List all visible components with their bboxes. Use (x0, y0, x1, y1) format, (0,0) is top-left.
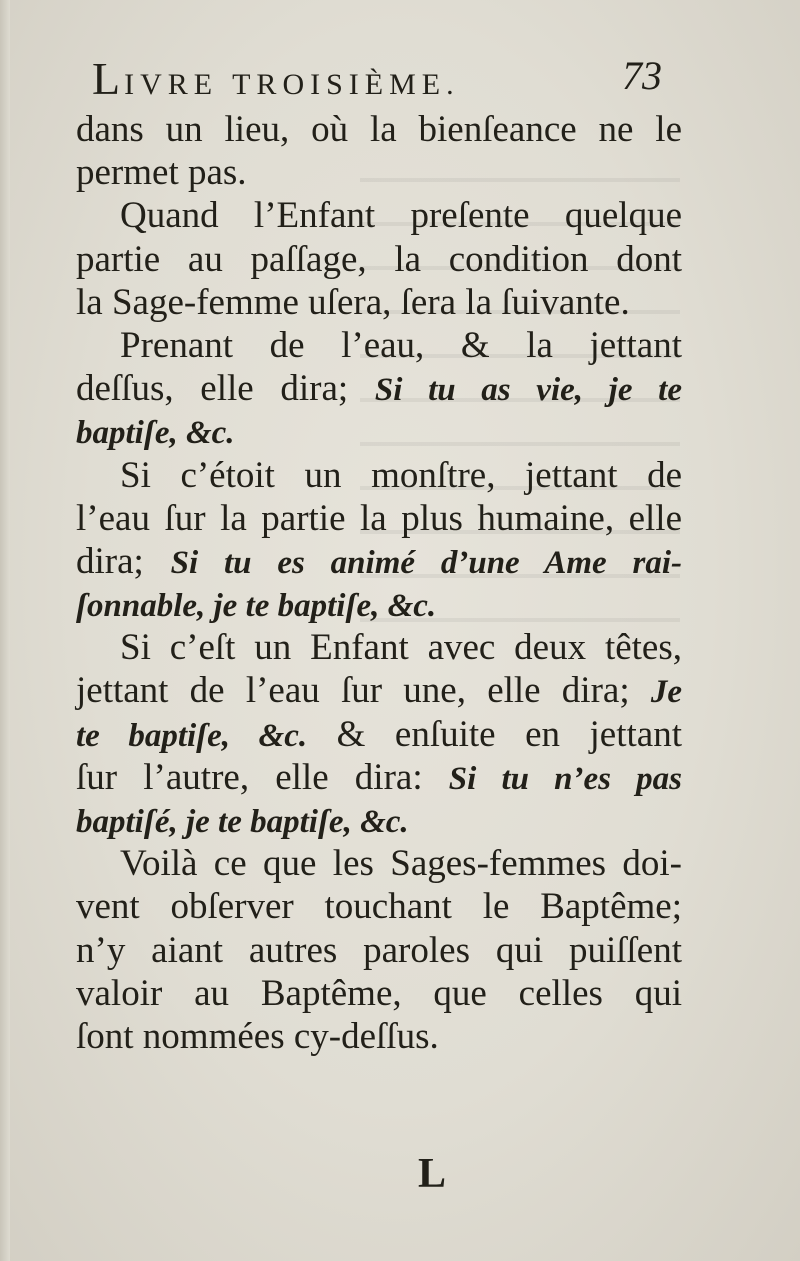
roman-text: vent obſerver touchant le Baptême; (76, 886, 682, 928)
running-head-word1: IVRE (124, 68, 219, 101)
text-line (76, 194, 682, 237)
roman-text: dans un lieu, où la bienſeance ne le (76, 109, 682, 150)
text-line (76, 281, 682, 324)
roman-text: deſſus, elle dira; (76, 368, 375, 410)
roman-text: Si c’eſt un Enfant avec deux têtes, (120, 627, 682, 669)
roman-text: Prenant de l’eau, & la jettant (120, 324, 682, 366)
italic-text: Si tu as vie, je te (374, 372, 682, 409)
roman-text: valoir au Baptême, que celles qui (76, 972, 682, 1014)
roman-text: Voilà ce que les Sages-femmes doi- (120, 843, 682, 885)
text-line (76, 713, 682, 756)
text-line (76, 108, 682, 151)
italic-text: Si tu n’es pas (448, 760, 683, 797)
page-number: 73 (622, 53, 662, 98)
roman-text: dira; (76, 540, 171, 582)
roman-text: jettant de l’eau ſur une, elle dira; (76, 670, 651, 712)
text-line (76, 540, 682, 583)
roman-text: l’eau ſur la partie la plus humaine, elle (76, 497, 682, 539)
roman-text: & enſuite en jettant (307, 713, 682, 755)
roman-text: n’y aiant autres paroles qui puiſſent (76, 929, 682, 971)
text-line (76, 324, 682, 367)
text-line (76, 756, 682, 799)
roman-text: Quand l’Enfant preſente quelque (120, 195, 682, 237)
italic-text: ſonnable, je te baptiſe, &c. (76, 588, 437, 625)
roman-text: ſur l’autre, elle dira: (76, 756, 449, 798)
text-line (76, 972, 682, 1015)
text-line (76, 842, 682, 885)
roman-text: la Sage-femme uſera, ſera la ſuivante. (76, 281, 630, 323)
page-edge-shadow (0, 0, 10, 1261)
text-line (76, 885, 682, 928)
italic-text: te baptiſe, &c. (76, 717, 308, 754)
italic-text: baptiſé, je te baptiſe, &c. (76, 804, 409, 840)
text-line (76, 929, 682, 972)
roman-text: permet pas. (76, 152, 247, 194)
text-line (76, 669, 682, 712)
signature-mark: L (418, 1151, 447, 1197)
italic-text: Si tu es animé d’une Ame rai- (170, 544, 682, 581)
text-line (76, 151, 682, 194)
text-line (76, 454, 682, 497)
text-line (76, 799, 682, 842)
text-line (76, 497, 682, 540)
roman-text: ſont nommées cy-deſſus. (76, 1015, 439, 1057)
text-line (76, 238, 682, 281)
text-line (76, 410, 682, 453)
body-text (76, 108, 682, 1058)
text-line (76, 1015, 682, 1058)
roman-text: partie au paſſage, la condition dont (76, 238, 682, 280)
running-head-word2: TROISIÈME. (232, 68, 460, 101)
text-line (76, 626, 682, 669)
running-head (92, 52, 692, 106)
roman-text: Si c’étoit un monſtre, jettant de (120, 454, 682, 496)
italic-text: baptiſe, &c. (76, 415, 235, 452)
text-line (76, 583, 682, 626)
running-head-initial: L (92, 53, 125, 104)
text-line (76, 367, 682, 410)
italic-text: Je (650, 674, 682, 711)
